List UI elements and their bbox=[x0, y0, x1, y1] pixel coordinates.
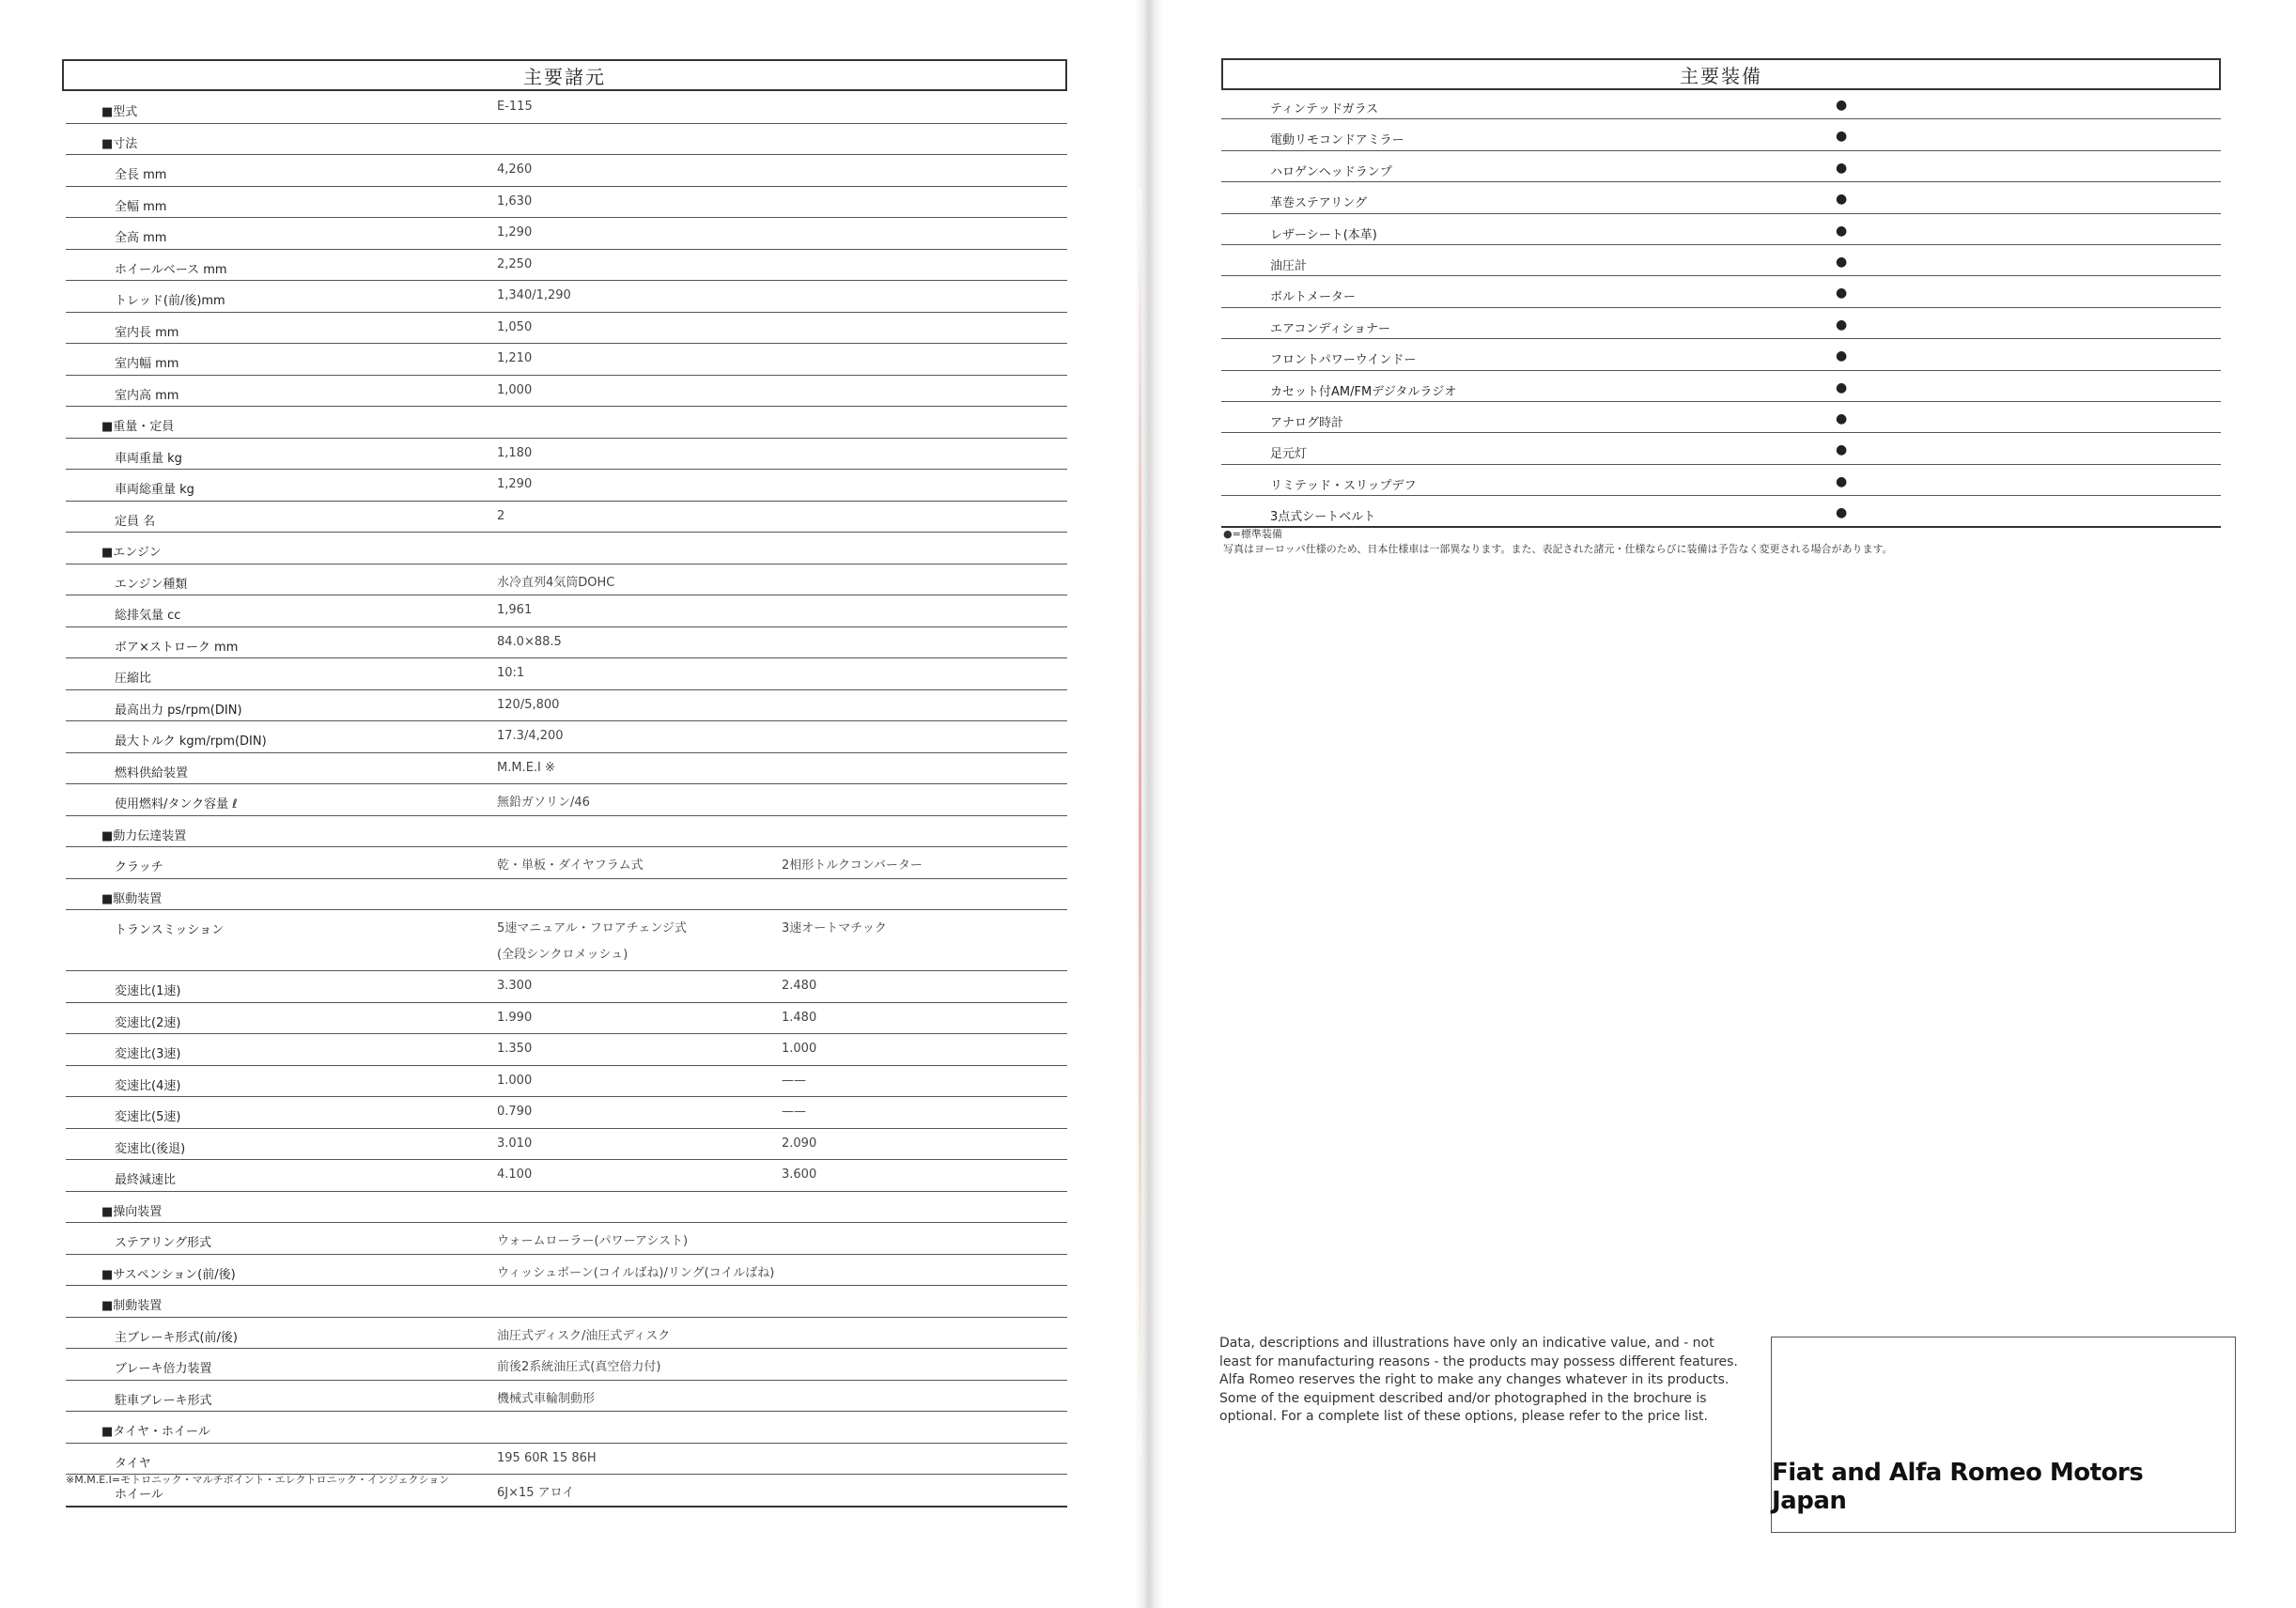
standard-dot-icon: ● bbox=[1836, 129, 1848, 145]
spec-value-alt: 3.600 bbox=[782, 1167, 817, 1182]
equipment-row bbox=[1221, 245, 2221, 276]
spec-label: ■駆動装置 bbox=[101, 891, 163, 906]
spec-row bbox=[66, 879, 1067, 911]
spec-label: 室内幅 mm bbox=[115, 357, 179, 371]
equipment-label: 油圧計 bbox=[1270, 258, 1308, 273]
spec-label: 定員 名 bbox=[115, 514, 156, 529]
spec-title: 主要諸元 bbox=[62, 59, 1067, 91]
spec-value: 120/5,800 bbox=[497, 697, 560, 712]
spec-value-alt: 3速オートマチック bbox=[782, 921, 887, 935]
standard-dot-icon: ● bbox=[1836, 348, 1848, 364]
spec-value: 17.3/4,200 bbox=[497, 729, 564, 743]
equipment-label: ティンテッドガラス bbox=[1270, 102, 1379, 116]
spec-value: 油圧式ディスク/油圧式ディスク bbox=[497, 1328, 671, 1343]
spec-label: タイヤ bbox=[115, 1456, 151, 1471]
standard-dot-icon: ● bbox=[1836, 379, 1848, 395]
equipment-row bbox=[1221, 371, 2221, 402]
standard-dot-icon: ● bbox=[1836, 192, 1848, 208]
disclaimer-text: Data, descriptions and illustrations have only an indicative value, and - not least for manufacturing reasons - the products may possess different features. Alfa Romeo reserves the right to make any changes whatever in its products. Some of the equipment described and/or photographed in the brochure is optional. For a complete list of these options, please refer to the price list. bbox=[1219, 1336, 1738, 1424]
equipment-table bbox=[1221, 88, 2221, 528]
equipment-label: 革巻ステアリング bbox=[1270, 196, 1367, 211]
spec-row bbox=[66, 533, 1067, 564]
equipment-label: ハロゲンヘッドランプ bbox=[1270, 164, 1392, 179]
spec-value: 1,000 bbox=[497, 382, 533, 397]
spec-row bbox=[66, 1129, 1067, 1161]
spec-label: 室内高 mm bbox=[115, 388, 179, 403]
spec-label: 総排気量 cc bbox=[115, 609, 181, 623]
spec-value: ウォームローラー(パワーアシスト) bbox=[497, 1234, 689, 1248]
spec-value-alt: 1.000 bbox=[782, 1042, 817, 1056]
equipment-row bbox=[1221, 433, 2221, 464]
spec-label: ■サスペンション(前/後) bbox=[101, 1267, 236, 1282]
equipment-label: 足元灯 bbox=[1270, 447, 1308, 462]
spec-row bbox=[66, 1097, 1067, 1129]
standard-dot-icon: ● bbox=[1836, 254, 1848, 270]
spec-label: 使用燃料/タンク容量 ℓ bbox=[115, 797, 238, 812]
spec-value: 1.000 bbox=[497, 1073, 533, 1088]
spec-label: 室内長 mm bbox=[115, 325, 179, 340]
spec-label: 変速比(4速) bbox=[115, 1078, 181, 1093]
spec-row bbox=[66, 344, 1067, 376]
spec-label: ■エンジン bbox=[101, 546, 162, 560]
spec-label: ホイールベース mm bbox=[115, 262, 227, 277]
equipment-row bbox=[1221, 339, 2221, 370]
spec-row bbox=[66, 187, 1067, 219]
equipment-label: リミテッド・スリップデフ bbox=[1270, 478, 1417, 493]
spec-label: 主ブレーキ形式(前/後) bbox=[115, 1330, 239, 1345]
spec-label: クラッチ bbox=[115, 860, 163, 874]
spec-value: 1,630 bbox=[497, 193, 533, 209]
spec-label: 駐車ブレーキ形式 bbox=[115, 1393, 212, 1408]
spec-row bbox=[66, 155, 1067, 187]
spec-value: 84.0×88.5 bbox=[497, 634, 562, 649]
equipment-note: 写真はヨーロッパ仕様のため、日本仕様車は一部異なります。また、表記された諸元・仕様ならびに装備は予告なく変更される場合があります。 bbox=[1223, 543, 1893, 555]
spec-row bbox=[66, 971, 1067, 1003]
spec-row bbox=[66, 658, 1067, 690]
equipment-label: 3点式シートベルト bbox=[1270, 510, 1376, 525]
equipment-title: 主要装備 bbox=[1221, 58, 2221, 90]
spec-value: 195 60R 15 86H bbox=[497, 1450, 597, 1465]
spec-table bbox=[66, 92, 1067, 1508]
spec-value: 1,290 bbox=[497, 477, 533, 491]
spec-row bbox=[66, 1003, 1067, 1035]
spec-value: 1,290 bbox=[497, 225, 533, 240]
spec-label: ■制動装置 bbox=[101, 1299, 163, 1313]
spec-row bbox=[66, 721, 1067, 753]
standard-dot-icon: ● bbox=[1836, 317, 1848, 332]
spec-value: 水冷直列4気筒DOHC bbox=[497, 575, 615, 590]
standard-dot-icon: ● bbox=[1836, 505, 1848, 521]
spec-value: 0.790 bbox=[497, 1105, 533, 1119]
spec-row bbox=[66, 595, 1067, 627]
equipment-row bbox=[1221, 119, 2221, 150]
spec-row bbox=[66, 1381, 1067, 1413]
spec-value-alt: —— bbox=[782, 1105, 806, 1119]
equipment-label: ボルトメーター bbox=[1270, 290, 1356, 305]
spec-label: ホイール bbox=[115, 1488, 163, 1502]
spec-row bbox=[66, 92, 1067, 124]
equipment-legend: ●=標準装備 bbox=[1223, 528, 1282, 540]
spec-value: 4,260 bbox=[497, 162, 533, 177]
spec-value: 3.010 bbox=[497, 1136, 533, 1151]
spec-value: 10:1 bbox=[497, 666, 525, 680]
spec-row bbox=[66, 847, 1067, 879]
spec-label: 変速比(3速) bbox=[115, 1047, 181, 1061]
gutter-edge bbox=[1139, 188, 1141, 1456]
spec-label: 最終減速比 bbox=[115, 1173, 177, 1187]
equipment-label: アナログ時計 bbox=[1270, 415, 1344, 430]
spec-value: 無鉛ガソリン/46 bbox=[497, 796, 590, 810]
spec-value: 5速マニュアル・フロアチェンジ式 bbox=[497, 921, 688, 935]
spec-row bbox=[66, 250, 1067, 282]
spec-row bbox=[66, 1412, 1067, 1444]
spec-row bbox=[66, 1160, 1067, 1192]
spec-value: 乾・単板・ダイヤフラム式 bbox=[497, 858, 644, 873]
spec-row bbox=[66, 784, 1067, 816]
spec-label: 変速比(1速) bbox=[115, 984, 181, 998]
spec-row bbox=[66, 376, 1067, 408]
spec-row bbox=[66, 753, 1067, 785]
spec-label: 最大トルク kgm/rpm(DIN) bbox=[115, 734, 267, 749]
spec-row bbox=[66, 1192, 1067, 1224]
spec-label: エンジン種類 bbox=[115, 577, 188, 592]
spec-row bbox=[66, 502, 1067, 533]
equipment-row bbox=[1221, 151, 2221, 182]
spec-label: 変速比(5速) bbox=[115, 1110, 181, 1124]
spec-value-alt: 1.480 bbox=[782, 1010, 817, 1025]
equipment-row bbox=[1221, 465, 2221, 496]
equipment-label: フロントパワーウインドー bbox=[1270, 353, 1417, 368]
spec-value: 1,210 bbox=[497, 351, 533, 365]
spec-value: ウィッシュボーン(コイルばね)/リング(コイルばね) bbox=[497, 1265, 775, 1280]
spec-label: トレッド(前/後)mm bbox=[115, 294, 225, 308]
spec-row bbox=[66, 1444, 1067, 1476]
spec-label: ボア×ストローク mm bbox=[115, 640, 239, 655]
equipment-label: カセット付AM/FMデジタルラジオ bbox=[1270, 384, 1457, 399]
standard-dot-icon: ● bbox=[1836, 286, 1848, 302]
spec-label: ■タイヤ・ホイール bbox=[101, 1425, 210, 1439]
spec-row bbox=[66, 1318, 1067, 1350]
spec-row bbox=[66, 690, 1067, 722]
spec-label: 車両総重量 kg bbox=[115, 483, 194, 497]
spec-label: 車両重量 kg bbox=[115, 451, 182, 466]
spec-value-alt: 2.090 bbox=[782, 1136, 817, 1151]
spec-row bbox=[66, 124, 1067, 156]
spec-row bbox=[66, 627, 1067, 659]
equipment-row bbox=[1221, 88, 2221, 119]
spec-row bbox=[66, 407, 1067, 439]
spec-value: 前後2系統油圧式(真空倍力付) bbox=[497, 1360, 661, 1374]
spec-value: 1,340/1,290 bbox=[497, 288, 571, 302]
spec-row bbox=[66, 1286, 1067, 1318]
spec-value: 1.350 bbox=[497, 1042, 533, 1056]
spec-label: 変速比(後退) bbox=[115, 1141, 186, 1156]
equipment-row bbox=[1221, 402, 2221, 433]
spec-row bbox=[66, 470, 1067, 502]
standard-dot-icon: ● bbox=[1836, 160, 1848, 176]
spec-label: ■寸法 bbox=[101, 136, 138, 151]
spec-label: 変速比(2速) bbox=[115, 1015, 181, 1030]
spec-value: 2,250 bbox=[497, 256, 533, 271]
spec-label: 圧縮比 bbox=[115, 672, 152, 686]
brand-name: Fiat and Alfa Romeo Motors Japan bbox=[1772, 1459, 2144, 1515]
spec-label: ステアリング形式 bbox=[115, 1236, 211, 1250]
spec-label: 最高出力 ps/rpm(DIN) bbox=[115, 703, 242, 718]
spec-value-alt: 2相形トルクコンバーター bbox=[782, 858, 923, 873]
equipment-row bbox=[1221, 214, 2221, 245]
spec-row bbox=[66, 1066, 1067, 1098]
standard-dot-icon: ● bbox=[1836, 223, 1848, 239]
equipment-row bbox=[1221, 308, 2221, 339]
spec-label: 全長 mm bbox=[115, 168, 167, 182]
spec-value-sub: (全段シンクロメッシュ) bbox=[497, 948, 628, 962]
standard-dot-icon: ● bbox=[1836, 98, 1848, 113]
spec-value: 1,961 bbox=[497, 603, 533, 617]
spec-label: ブレーキ倍力装置 bbox=[115, 1362, 212, 1376]
spec-row bbox=[66, 1255, 1067, 1287]
equipment-label: レザーシート(本革) bbox=[1270, 227, 1377, 242]
spec-row bbox=[66, 910, 1067, 971]
equipment-row bbox=[1221, 496, 2221, 528]
spec-value: 2 bbox=[497, 508, 505, 523]
standard-dot-icon: ● bbox=[1836, 473, 1848, 489]
spec-row bbox=[66, 816, 1067, 848]
equipment-label: 電動リモコンドアミラー bbox=[1270, 133, 1404, 148]
spec-label: ■操向装置 bbox=[101, 1204, 163, 1219]
spec-value-alt: —— bbox=[782, 1073, 806, 1088]
spec-value: 機械式車輪制動形 bbox=[497, 1391, 596, 1406]
spec-row bbox=[66, 1349, 1067, 1381]
spec-row bbox=[66, 564, 1067, 596]
spec-value-alt: 2.480 bbox=[782, 979, 817, 993]
spec-value: 1,180 bbox=[497, 445, 533, 460]
spec-row bbox=[66, 439, 1067, 471]
spec-row bbox=[66, 281, 1067, 313]
spec-label: ■動力伝達装置 bbox=[101, 828, 187, 843]
spec-value: 1,050 bbox=[497, 319, 533, 334]
spec-label: ■重量・定員 bbox=[101, 420, 175, 434]
equipment-row bbox=[1221, 276, 2221, 307]
spec-value: 1.990 bbox=[497, 1010, 533, 1025]
spec-row bbox=[66, 218, 1067, 250]
spec-label: ■型式 bbox=[101, 105, 138, 119]
equipment-label: エアコンディショナー bbox=[1270, 321, 1391, 336]
spec-row bbox=[66, 1034, 1067, 1066]
brand-box bbox=[1771, 1337, 2236, 1533]
standard-dot-icon: ● bbox=[1836, 410, 1848, 426]
spec-label: トランスミッション bbox=[115, 923, 225, 937]
spec-value: E-115 bbox=[497, 100, 533, 114]
spec-row bbox=[66, 1223, 1067, 1255]
equipment-row bbox=[1221, 182, 2221, 213]
spec-label: 燃料供給装置 bbox=[115, 765, 189, 781]
spec-value: 4.100 bbox=[497, 1167, 533, 1182]
spec-value: 6J×15 アロイ bbox=[497, 1486, 575, 1500]
spec-footnote: ※M.M.E.I=モトロニック・マルチポイント・エレクトロニック・インジェクション bbox=[66, 1474, 450, 1486]
spec-value: M.M.E.I ※ bbox=[497, 760, 555, 775]
spec-row bbox=[66, 313, 1067, 345]
standard-dot-icon: ● bbox=[1836, 442, 1848, 458]
spec-label: 全幅 mm bbox=[115, 199, 167, 214]
spec-value: 3.300 bbox=[497, 979, 533, 993]
spec-label: 全高 mm bbox=[115, 231, 167, 245]
